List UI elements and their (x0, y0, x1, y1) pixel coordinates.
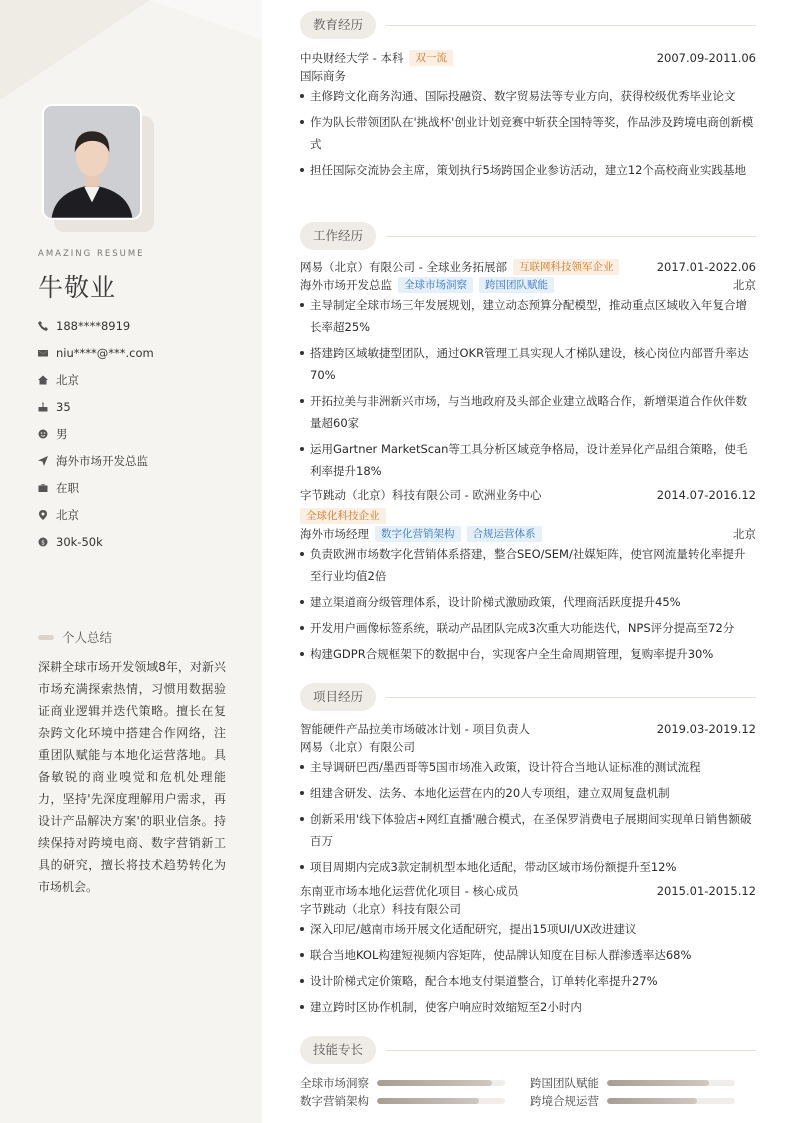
contact-gender (38, 420, 248, 447)
skill-tag: 跨国团队赋能 (479, 277, 554, 293)
skill-name: 跨国团队赋能 (530, 1076, 599, 1090)
list-item: 建立渠道商分级管理体系，设计阶梯式激励政策，代理商活跃度提升45% (300, 591, 756, 613)
summary-title: 个人总结 (62, 630, 113, 645)
section-divider (386, 236, 756, 237)
list-item: 创新采用'线下体验店+网红直播'融合模式，在圣保罗消费电子展期间实现单日销售额破百万 (300, 808, 756, 852)
list-item: 负责欧洲市场数字化营销体系搭建，整合SEO/SEM/社媒矩阵，使官网流量转化率提升至行业均值2倍 (300, 543, 756, 587)
skill-bar (377, 1080, 505, 1086)
job-header (300, 486, 756, 504)
list-item: 构建GDPR合规框架下的数据中台，实现客户全生命周期管理，复购率提升30% (300, 643, 756, 665)
contact-age (38, 393, 248, 420)
contact-phone (38, 312, 248, 339)
contact-text: 海外市场开发总监 (56, 453, 148, 468)
skill-item (300, 1092, 505, 1110)
contact-email (38, 339, 248, 366)
list-item: 联合当地KOL构建短视频内容矩阵，使品牌认知度在目标人群渗透率达68% (300, 944, 756, 966)
job-bullets (300, 294, 756, 486)
section-divider (386, 697, 756, 698)
job-bullets (300, 543, 756, 669)
job-period: 2017.01-2022.06 (656, 260, 756, 274)
section-divider (386, 25, 756, 26)
contact-salary (38, 528, 248, 555)
job-period: 2014.07-2016.12 (656, 488, 756, 502)
skill-name: 跨境合规运营 (530, 1094, 599, 1108)
contact-text: 188****8919 (56, 318, 131, 333)
home-icon (38, 375, 56, 385)
skill-bar (607, 1098, 735, 1104)
svg-text:$: $ (41, 538, 45, 546)
location-icon (38, 510, 56, 520)
list-item: 主修跨文化商务沟通、国际投融资、数字贸易法等专业方向，获得校级优秀毕业论文 (300, 85, 756, 107)
job-city: 北京 (733, 527, 756, 541)
school-tag: 双一流 (409, 50, 453, 66)
section-divider (386, 1050, 756, 1051)
list-item: 运用Gartner MarketScan等工具分析区域竞争格局，设计差异化产品组合策略，使毛利率提升18% (300, 438, 756, 482)
project-period: 2019.03-2019.12 (656, 722, 756, 736)
skill-bar-fill (607, 1098, 697, 1104)
education-major-row (300, 67, 756, 85)
list-item: 主导调研巴西/墨西哥等5国市场准入政策，设计符合当地认证标准的测试流程 (300, 756, 756, 778)
section-heading-projects (300, 683, 756, 711)
candidate-name: 牛敬业 (38, 273, 117, 302)
skill-item (530, 1074, 735, 1092)
project-header (300, 720, 756, 738)
project-org-row (300, 900, 756, 918)
skill-item (530, 1092, 735, 1110)
sidebar (0, 0, 262, 1123)
section-heading-skills (300, 1036, 756, 1064)
mail-icon (38, 348, 56, 358)
job-header (300, 258, 756, 276)
contact-text: 北京 (56, 372, 79, 387)
school-name: 中央财经大学 - 本科 (300, 51, 404, 65)
skill-tag: 全球市场洞察 (398, 277, 473, 293)
contact-text: 在职 (56, 480, 79, 495)
cake-icon (38, 402, 56, 412)
job-position-row (300, 276, 756, 294)
skill-item (300, 1074, 505, 1092)
brand-text: AMAZING RESUME (38, 249, 145, 259)
project-org: 网易（北京）有限公司 (300, 740, 415, 754)
list-item: 深入印尼/越南市场开展文化适配研究，提出15项UI/UX改进建议 (300, 918, 756, 940)
list-item: 开拓拉美与非洲新兴市场，与当地政府及头部企业建立战略合作，新增渠道合作伙伴数量超60家 (300, 390, 756, 434)
education-major: 国际商务 (300, 69, 346, 83)
education-bullets (300, 85, 756, 185)
company-name: 字节跳动（北京）科技有限公司 - 欧洲业务中心 (300, 488, 542, 502)
contact-home (38, 366, 248, 393)
gender-icon (38, 429, 56, 439)
send-icon (38, 456, 56, 466)
avatar (42, 104, 142, 220)
contact-text: 男 (56, 426, 68, 441)
skill-bar-fill (607, 1080, 709, 1086)
briefcase-icon (38, 483, 56, 493)
list-item: 建立跨时区协作机制，使客户响应时效缩短至2小时内 (300, 996, 756, 1018)
section-title: 教育经历 (300, 11, 376, 39)
salary-icon (38, 537, 56, 547)
skill-tag: 合规运营体系 (467, 526, 542, 542)
section-title: 项目经历 (300, 683, 376, 711)
job-city: 北京 (733, 278, 756, 292)
project-org-row (300, 738, 756, 756)
project-period: 2015.01-2015.12 (656, 884, 756, 898)
contact-text: 35 (56, 399, 71, 414)
section-heading-work (300, 222, 756, 250)
section-title: 技能专长 (300, 1036, 376, 1064)
education-period: 2007.09-2011.06 (656, 51, 756, 65)
job-position-row (300, 525, 756, 543)
contact-status (38, 474, 248, 501)
summary-text: 深耕全球市场开发领域8年，对新兴市场充满探索热情，习惯用数据验证商业逻辑并迭代策略。擅长在复杂跨文化环境中搭建合作网络，注重团队赋能与本地化运营落地。具备敏锐的商业嗅觉和危机处理能力，坚持'先深度理解用户需求，再设计产品解决方案'的职业信条。持续保持对跨境电商、数字营销新工具的研究，擅长将技术趋势转化为市场机会。 (38, 660, 226, 894)
avatar-photo (42, 104, 142, 220)
skill-bar (377, 1098, 505, 1104)
section-title: 工作经历 (300, 222, 376, 250)
skill-tag: 数字化营销架构 (375, 526, 461, 542)
summary-heading-pill (38, 635, 54, 640)
skill-bar-fill (377, 1080, 492, 1086)
project-name: 智能硬件产品拉美市场破冰计划 - 项目负责人 (300, 722, 530, 736)
company-tag-row (300, 507, 756, 525)
company-tag: 全球化科技企业 (300, 508, 386, 524)
skill-name: 数字营销架构 (300, 1094, 369, 1108)
job-position: 海外市场开发总监 (300, 278, 392, 292)
company-tag: 互联网科技领军企业 (513, 259, 620, 275)
contact-location (38, 501, 248, 528)
list-item: 设计阶梯式定价策略，配合本地支付渠道整合，订单转化率提升27% (300, 970, 756, 992)
list-item: 作为队长带领团队在'挑战杯'创业计划竞赛中斩获全国特等奖，作品涉及跨境电商创新模式 (300, 111, 756, 155)
project-header (300, 882, 756, 900)
project-bullets (300, 756, 756, 882)
project-name: 东南亚市场本地化运营优化项目 - 核心成员 (300, 884, 519, 898)
list-item: 搭建跨区域敏捷型团队，通过OKR管理工具实现人才梯队建设，核心岗位内部晋升率达70% (300, 342, 756, 386)
skill-name: 全球市场洞察 (300, 1076, 369, 1090)
list-item: 开发用户画像标签系统，联动产品团队完成3次重大功能迭代，NPS评分提高至72分 (300, 617, 756, 639)
contact-text: niu****@***.com (56, 345, 154, 360)
list-item: 担任国际交流协会主席，策划执行5场跨国企业参访活动，建立12个高校商业实践基地 (300, 159, 756, 181)
list-item: 主导制定全球市场三年发展规划，建立动态预算分配模型，推动重点区域收入年复合增长率超25% (300, 294, 756, 338)
section-heading-education (300, 11, 756, 39)
project-bullets (300, 918, 756, 1022)
contact-text: 30k-50k (56, 534, 103, 549)
job-position: 海外市场经理 (300, 527, 369, 541)
project-org: 字节跳动（北京）科技有限公司 (300, 902, 461, 916)
contact-list (38, 312, 248, 555)
skill-bar-fill (377, 1098, 479, 1104)
phone-icon (38, 321, 56, 331)
skill-bar (607, 1080, 735, 1086)
summary-heading (38, 628, 112, 646)
list-item: 组建含研发、法务、本地化运营在内的20人专项组，建立双周复盘机制 (300, 782, 756, 804)
contact-text: 北京 (56, 507, 79, 522)
company-name: 网易（北京）有限公司 - 全球业务拓展部 (300, 260, 507, 274)
contact-position (38, 447, 248, 474)
education-header (300, 49, 756, 67)
list-item: 项目周期内完成3款定制机型本地化适配，带动区域市场份额提升至12% (300, 856, 756, 878)
